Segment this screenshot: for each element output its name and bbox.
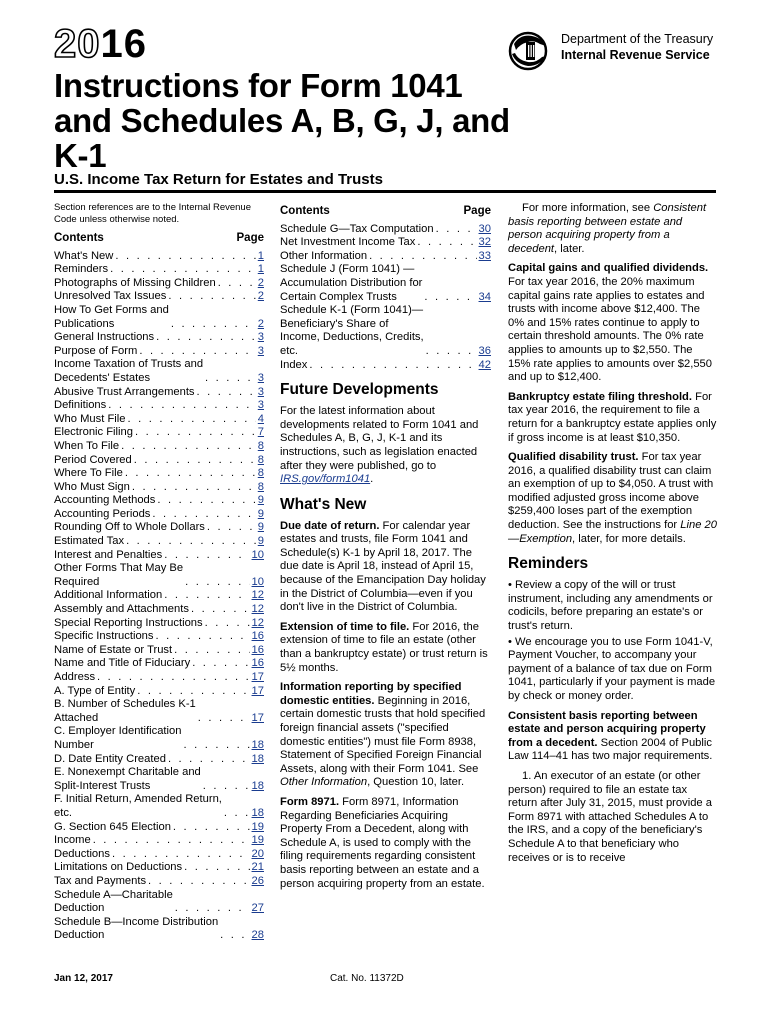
toc-dot-leader xyxy=(436,223,477,237)
toc-entry-title: Assembly and Attachments xyxy=(54,603,189,616)
toc-entry-title: Other Information xyxy=(280,249,368,262)
toc-entry-title: Schedule A—Charitable Deduction xyxy=(54,888,173,915)
toc-dot-leader xyxy=(192,657,249,671)
toc-contents-label: Contents xyxy=(280,205,330,217)
toc-page-link[interactable]: 34 xyxy=(478,290,491,303)
capital-gains-paragraph: Capital gains and qualified dividends. For tax year 2016, the 20% maximum capital gains rate applies to estates and trusts with income above $12,400. The 0% and 15% rates continue to apply to certain threshold amounts. The 0% rate applies to amounts up to $2,550. The 15% rate applies to amounts over $2,550 and up to $12,400. xyxy=(508,262,712,384)
toc-entry-title: Income xyxy=(54,834,91,847)
toc-dot-leader xyxy=(207,521,256,535)
toc-page-link[interactable]: 20 xyxy=(251,847,264,860)
toc-entry-title: Tax and Payments xyxy=(54,874,147,887)
toc-entry-title: Unresolved Tax Issues xyxy=(54,290,167,303)
toc-entry-title: Special Reporting Instructions xyxy=(54,616,203,629)
toc-dot-leader xyxy=(203,780,250,794)
toc-entry-title: E. Nonexempt Charitable and Split-Interest Trusts xyxy=(54,766,201,792)
toc-page-link[interactable]: 18 xyxy=(251,738,264,751)
toc-entry-title: F. Initial Return, Amended Return, etc. xyxy=(54,793,222,819)
toc-dot-leader xyxy=(110,263,256,277)
toc-page-link[interactable]: 12 xyxy=(251,616,264,629)
toc-dot-leader xyxy=(132,481,256,495)
toc-entry-title: D. Date Entity Created xyxy=(54,752,166,765)
toc-entry-title: Schedule B—Income Distribution Deduction xyxy=(54,915,219,942)
toc-dot-leader xyxy=(183,739,249,753)
toc-dot-leader xyxy=(191,603,250,617)
toc-dot-leader xyxy=(218,277,256,291)
toc-dot-leader xyxy=(108,399,256,413)
toc-page-link[interactable]: 17 xyxy=(251,711,264,724)
toc-page-link[interactable]: 2 xyxy=(257,290,264,303)
toc-entry[interactable] xyxy=(54,481,264,495)
toc-entry-title: C. Employer Identification Number xyxy=(54,725,182,751)
irs-form1041-link[interactable]: IRS.gov/form1041 xyxy=(280,473,371,486)
toc-dot-leader xyxy=(152,508,255,522)
toc-entry[interactable] xyxy=(54,535,264,549)
toc-entry[interactable] xyxy=(54,657,264,671)
toc-dot-leader xyxy=(168,753,250,767)
toc-page-link[interactable]: 36 xyxy=(478,344,491,357)
toc-page-link[interactable]: 8 xyxy=(257,467,264,480)
toc-entry-title: Additional Information xyxy=(54,589,163,602)
toc-entry-title: Address xyxy=(54,671,96,683)
toc-entry-title: Interest and Penalties xyxy=(54,548,163,561)
toc-entry[interactable] xyxy=(54,399,264,413)
bankruptcy-threshold-paragraph: Bankruptcy estate filing threshold. For tax year 2016, the requirement to file a return for a bankruptcy estate applies only if gross income is at least $10,350. xyxy=(508,390,717,444)
toc-dot-leader xyxy=(198,712,250,726)
consistent-basis-item-1: 1. An executor of an estate (or other person) required to file an estate tax return after July 31, 2015, must provide a Form 8971 with attached Schedules A to the IRS, and a copy of the beneficiary's Schedule A to that beneficiary who receives or is to receive xyxy=(508,769,712,864)
toc-page-link[interactable]: 8 xyxy=(257,439,264,452)
toc-entry-title: When To File xyxy=(54,439,120,452)
toc-entry[interactable] xyxy=(54,521,264,535)
toc-entry-title: A. Type of Entity xyxy=(54,684,136,697)
toc-dot-leader xyxy=(220,929,249,943)
extension-paragraph: Extension of time to file. For 2016, the extension of time to file an estate (other than a bankruptcy estate) or trust return is 5½ months. xyxy=(280,620,488,674)
toc-list-continued xyxy=(280,223,491,373)
toc-contents-label: Contents xyxy=(54,232,104,244)
toc-page-link[interactable]: 3 xyxy=(257,371,264,384)
reminder-bullet-2: • We encourage you to use Form 1041-V, Payment Voucher, to accompany your payment of a balance of tax due on Form 1041, particularly if your payment is made by check or money order. xyxy=(508,635,716,702)
toc-dot-leader xyxy=(134,454,256,468)
toc-entry-title: General Instructions xyxy=(54,331,155,344)
toc-entry-title: Name and Title of Fiduciary xyxy=(54,657,191,670)
agency-name xyxy=(561,31,713,63)
toc-dot-leader xyxy=(121,440,256,454)
toc-dot-leader xyxy=(164,549,249,563)
toc-entry[interactable] xyxy=(54,331,264,345)
toc-entry[interactable] xyxy=(280,236,491,250)
toc-entry-title: Electronic Filing xyxy=(54,426,133,439)
toc-entry[interactable] xyxy=(54,413,264,427)
toc-page-link[interactable]: 1 xyxy=(257,263,264,276)
toc-page-link[interactable]: 10 xyxy=(251,575,264,588)
toc-entry[interactable] xyxy=(54,454,264,468)
toc-entry-title: Photographs of Missing Children xyxy=(54,276,216,289)
toc-entry[interactable] xyxy=(54,671,264,685)
toc-entry[interactable] xyxy=(54,345,264,359)
page-title: Instructions for Form 1041 and Schedules A, B, G, J, and K-1 xyxy=(54,67,510,174)
toc-entry[interactable] xyxy=(280,263,491,304)
reminders-heading: Reminders xyxy=(508,555,589,573)
toc-entry[interactable] xyxy=(54,250,264,264)
toc-dot-leader xyxy=(125,467,256,481)
toc-entry-title: How To Get Forms and Publications xyxy=(54,303,169,330)
toc-entry[interactable] xyxy=(54,848,264,862)
toc-entry-title: Abusive Trust Arrangements xyxy=(54,385,195,398)
toc-entry[interactable] xyxy=(54,753,264,767)
year-outline-digits: 20 xyxy=(54,22,101,66)
text-column-3 xyxy=(508,202,718,871)
toc-page-link[interactable]: 17 xyxy=(251,671,264,683)
toc-page-link[interactable]: 3 xyxy=(257,399,264,412)
text-column-2 xyxy=(280,202,491,897)
toc-dot-leader xyxy=(148,875,250,889)
toc-page-label: Page xyxy=(236,232,264,244)
toc-entry-title: G. Section 645 Election xyxy=(54,820,171,833)
toc-entry[interactable] xyxy=(54,725,264,752)
toc-entry-title: Who Must Sign xyxy=(54,480,130,493)
toc-page-label: Page xyxy=(463,205,491,217)
toc-entry[interactable] xyxy=(54,426,264,440)
toc-dot-leader xyxy=(157,494,255,508)
toc-page-link[interactable]: 4 xyxy=(257,412,264,425)
toc-entry-title: Rounding Off to Whole Dollars xyxy=(54,521,205,534)
future-developments-heading: Future Developments xyxy=(280,381,439,399)
toc-entry[interactable] xyxy=(54,508,264,522)
toc-page-link[interactable]: 19 xyxy=(251,834,264,847)
toc-dot-leader xyxy=(184,861,249,875)
due-date-paragraph: Due date of return. For calendar year estates and trusts, file Form 1041 and Schedule(s) K-1 by April 18, 2017. The due date is April 18, instead of April 15, because of the Emancipation Day holiday in the District of Columbia—even if you don't live in the District of Columbia. xyxy=(280,519,486,614)
toc-dot-leader xyxy=(224,807,250,821)
toc-entry-title: Income Taxation of Trusts and Decedents' Estates xyxy=(54,358,204,384)
toc-entry[interactable] xyxy=(54,549,264,563)
toc-page-link[interactable]: 2 xyxy=(257,276,264,289)
toc-entry[interactable] xyxy=(280,359,491,373)
toc-dot-leader xyxy=(97,671,250,685)
toc-dot-leader xyxy=(171,318,256,332)
future-developments-text: For the latest information about developments related to Form 1041 and Schedules A, B, G, J, K-1 and its instructions, such as legislation enacted after they were published, go to IRS.gov/form1041. xyxy=(280,405,479,486)
toc-dot-leader xyxy=(115,250,255,264)
toc-entry[interactable] xyxy=(54,644,264,658)
toc-page-link[interactable]: 8 xyxy=(257,453,264,466)
toc-page-link[interactable]: 21 xyxy=(251,861,264,874)
toc-page-link[interactable]: 32 xyxy=(478,236,491,249)
toc-entry[interactable] xyxy=(54,889,264,916)
toc-entry-title: Schedule K-1 (Form 1041)— Beneficiary's Share of Income, Deductions, Credits, etc. xyxy=(280,304,424,357)
toc-entry[interactable] xyxy=(54,440,264,454)
toc-dot-leader xyxy=(128,413,256,427)
toc-page-link[interactable]: 42 xyxy=(478,358,491,371)
irs-eagle-logo-icon xyxy=(506,30,556,72)
toc-entry[interactable] xyxy=(54,766,264,793)
toc-page-link[interactable]: 27 xyxy=(251,902,264,915)
toc-page-link[interactable]: 16 xyxy=(251,643,264,656)
toc-header-continued xyxy=(280,205,491,219)
toc-dot-leader xyxy=(424,291,476,305)
agency-department: Department of the Treasury xyxy=(561,32,714,46)
toc-dot-leader xyxy=(175,902,250,916)
toc-entry-title: Estimated Tax xyxy=(54,535,125,548)
toc-page-link[interactable]: 17 xyxy=(251,684,264,697)
toc-dot-leader xyxy=(168,290,255,304)
toc-page-link[interactable]: 8 xyxy=(257,480,264,493)
toc-page-link[interactable]: 30 xyxy=(478,222,491,235)
toc-dot-leader xyxy=(135,426,256,440)
toc-dot-leader xyxy=(417,236,476,250)
toc-entry-title: Schedule J (Form 1041) — Accumulation Distribution for Certain Complex Trusts xyxy=(280,263,423,303)
toc-dot-leader xyxy=(185,576,249,590)
toc-dot-leader xyxy=(174,644,249,658)
toc-entry[interactable] xyxy=(54,685,264,699)
toc-page-link[interactable]: 19 xyxy=(251,820,264,833)
toc-dot-leader xyxy=(197,386,256,400)
catalog-number: Cat. No. 11372D xyxy=(330,973,404,984)
toc-entry[interactable] xyxy=(280,304,491,358)
header-divider xyxy=(54,190,716,193)
toc-entry-title: Where To File xyxy=(54,467,123,480)
toc-column-1 xyxy=(54,202,264,943)
toc-entry[interactable] xyxy=(54,467,264,481)
toc-entry[interactable] xyxy=(54,698,264,725)
revision-date: Jan 12, 2017 xyxy=(54,973,113,984)
toc-entry[interactable] xyxy=(54,304,264,331)
toc-dot-leader xyxy=(93,834,250,848)
toc-entry[interactable] xyxy=(54,589,264,603)
toc-entry-title: Definitions xyxy=(54,399,107,412)
toc-page-link[interactable]: 3 xyxy=(257,331,264,344)
toc-entry[interactable] xyxy=(54,834,264,848)
toc-entry-title: Period Covered xyxy=(54,453,132,466)
agency-irs: Internal Revenue Service xyxy=(561,48,710,62)
toc-entry[interactable] xyxy=(54,630,264,644)
toc-page-link[interactable]: 10 xyxy=(251,548,264,561)
toc-dot-leader xyxy=(156,331,256,345)
toc-page-link[interactable]: 16 xyxy=(251,630,264,643)
toc-entry-title: Reminders xyxy=(54,263,109,276)
toc-entry[interactable] xyxy=(54,358,264,385)
reminder-bullet-1: • Review a copy of the will or trust instrument, including any amendments or codicils, before preparing an estate's or trust's return. xyxy=(508,579,713,633)
toc-entry[interactable] xyxy=(54,875,264,889)
toc-page-link[interactable]: 3 xyxy=(257,344,264,357)
consistent-basis-paragraph: Consistent basis reporting between estate and person acquiring property from a decedent. Section 2004 of Public Law 114–41 has two major requirements. xyxy=(508,709,713,763)
toc-page-link[interactable]: 9 xyxy=(257,494,264,507)
page-subtitle: U.S. Income Tax Return for Estates and Trusts xyxy=(54,171,383,188)
toc-page-link[interactable]: 18 xyxy=(251,752,264,765)
form-year xyxy=(54,22,147,66)
toc-entry[interactable] xyxy=(54,494,264,508)
more-information-paragraph: For more information, see Consistent basis reporting between estate and person acquiring property from a decedent, later. xyxy=(508,202,707,255)
toc-entry[interactable] xyxy=(54,277,264,291)
toc-entry[interactable] xyxy=(54,617,264,631)
toc-dot-leader xyxy=(112,848,250,862)
toc-entry-title: Other Forms That May Be Required xyxy=(54,562,184,588)
toc-entry-title: What's New xyxy=(54,249,114,262)
toc-page-link[interactable]: 28 xyxy=(251,929,264,942)
toc-entry[interactable] xyxy=(54,793,264,820)
toc-entry[interactable] xyxy=(280,223,491,237)
toc-entry-title: Purpose of Form xyxy=(54,344,138,357)
toc-page-link[interactable]: 9 xyxy=(257,535,264,548)
toc-entry-title: Name of Estate or Trust xyxy=(54,643,173,656)
toc-entry[interactable] xyxy=(54,263,264,277)
whats-new-heading: What's New xyxy=(280,495,367,513)
toc-entry-title: Net Investment Income Tax xyxy=(280,236,416,249)
toc-page-link[interactable]: 16 xyxy=(251,657,264,670)
toc-page-link[interactable]: 12 xyxy=(251,603,264,616)
toc-entry[interactable] xyxy=(280,250,491,264)
toc-header xyxy=(54,232,264,246)
toc-entry-title: Who Must File xyxy=(54,412,126,425)
toc-dot-leader xyxy=(139,345,255,359)
toc-entry-title: Accounting Methods xyxy=(54,494,156,507)
toc-entry[interactable] xyxy=(54,562,264,589)
toc-page-link[interactable]: 2 xyxy=(257,317,264,330)
toc-page-link[interactable]: 18 xyxy=(251,806,264,819)
toc-dot-leader xyxy=(309,359,476,373)
toc-entry-title: Accounting Periods xyxy=(54,507,151,520)
toc-page-link[interactable]: 18 xyxy=(251,779,264,792)
toc-page-link[interactable]: 7 xyxy=(257,426,264,439)
toc-dot-leader xyxy=(156,630,250,644)
toc-dot-leader xyxy=(137,685,249,699)
toc-entry-title: Limitations on Deductions xyxy=(54,861,183,874)
toc-list xyxy=(54,250,264,943)
toc-entry-title: B. Number of Schedules K-1 Attached xyxy=(54,698,196,724)
section-reference-note: Section references are to the Internal Revenue Code unless otherwise noted. xyxy=(54,202,251,225)
toc-dot-leader xyxy=(205,617,250,631)
toc-entry[interactable] xyxy=(54,916,264,943)
toc-entry-title: Specific Instructions xyxy=(54,630,154,643)
form-8971-paragraph: Form 8971. Form 8971, Information Regarding Beneficiaries Acquiring Property From a Decedent, along with Schedule A, is used to comply with the filing requirements regarding consistent basis reporting between an estate and a person acquiring property from an estate. xyxy=(280,795,485,890)
toc-entry-title: Schedule G—Tax Computation xyxy=(280,222,434,235)
toc-entry-title: Index xyxy=(280,358,308,371)
toc-dot-leader xyxy=(426,345,477,359)
toc-dot-leader xyxy=(369,250,476,264)
toc-dot-leader xyxy=(173,821,250,835)
qualified-disability-trust-paragraph: Qualified disability trust. For tax year 2016, a qualified disability trust can claim an exemption of up to $4,050. A trust with modified adjusted gross income above $259,400 loses part of the exemption deduction. See the instructions for Line 20—Exemption, later, for more details. xyxy=(508,451,717,545)
toc-dot-leader xyxy=(205,372,256,386)
toc-page-link[interactable]: 9 xyxy=(257,507,264,520)
toc-page-link[interactable]: 12 xyxy=(251,589,264,602)
toc-entry[interactable] xyxy=(54,603,264,617)
toc-page-link[interactable]: 1 xyxy=(257,249,264,262)
toc-page-link[interactable]: 9 xyxy=(257,521,264,534)
toc-page-link[interactable]: 33 xyxy=(478,249,491,262)
toc-dot-leader xyxy=(164,589,249,603)
toc-entry[interactable] xyxy=(54,861,264,875)
toc-page-link[interactable]: 3 xyxy=(257,385,264,398)
toc-entry-title: Deductions xyxy=(54,847,110,860)
year-solid-digits: 16 xyxy=(100,22,147,66)
toc-entry[interactable] xyxy=(54,386,264,400)
toc-page-link[interactable]: 26 xyxy=(251,874,264,887)
toc-entry[interactable] xyxy=(54,290,264,304)
toc-dot-leader xyxy=(126,535,256,549)
toc-entry[interactable] xyxy=(54,821,264,835)
information-reporting-paragraph: Information reporting by specified domestic entities. Beginning in 2016, certain domestic trusts that hold specified foreign financial assets ("specified domestic entities") must file Form 8938, Statement of Specified Foreign Financial Assets, along with their Form 1041. See Other Information, Question 10, later. xyxy=(280,681,486,789)
